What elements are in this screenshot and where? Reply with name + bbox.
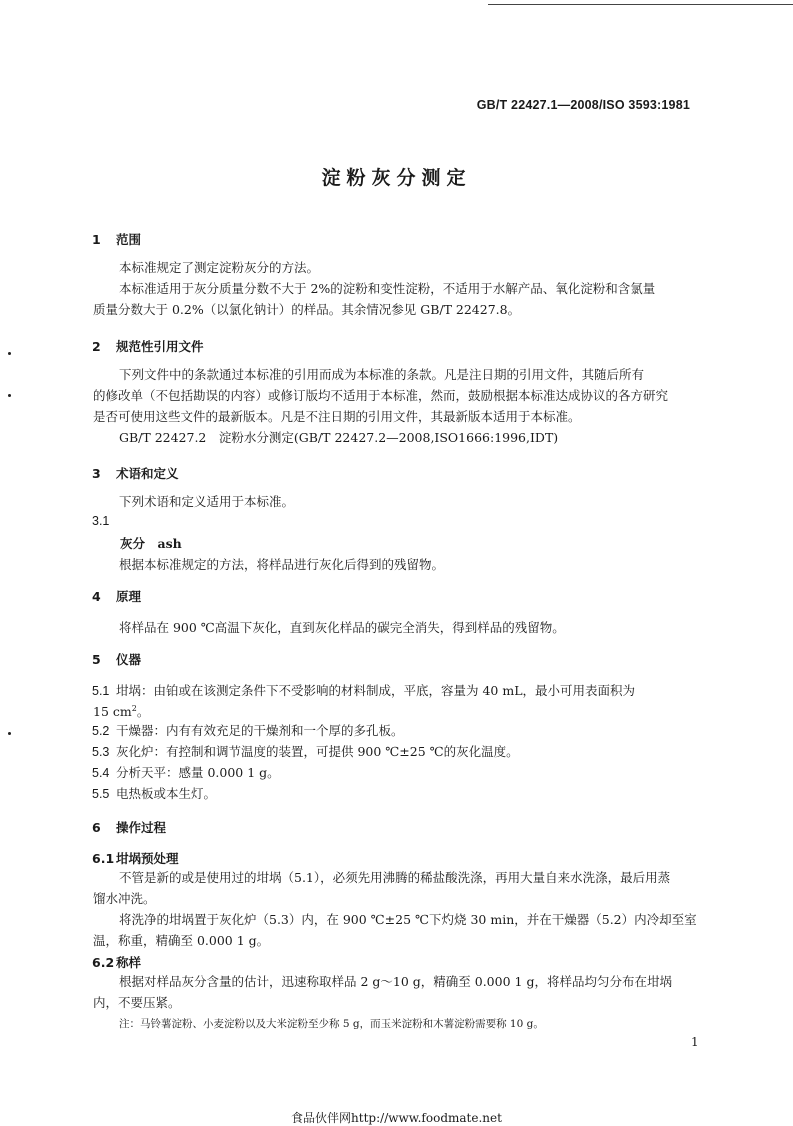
item-continuation-end: 。 bbox=[136, 704, 150, 720]
section-number: 4 bbox=[92, 589, 101, 604]
item-text: 干燥器：内有有效充足的干燥剂和一个厚的多孔板。 bbox=[116, 723, 404, 738]
normative-reference: GB/T 22427.2 淀粉水分测定(GB/T 22427.2—2008,ISO1666:1996,IDT) bbox=[119, 430, 559, 445]
paragraph: 不管是新的或是使用过的坩埚（5.1），必须先用沸腾的稀盐酸洗涤，再用大量自来水洗涤，最后用蒸 bbox=[119, 870, 671, 885]
paragraph: 的修改单（不包括勘误的内容）或修订版均不适用于本标准，然而，鼓励根据本标准达成协议的各方研究 bbox=[93, 388, 669, 403]
item-continuation bbox=[93, 698, 149, 722]
subsection-number: 6.2 bbox=[92, 955, 115, 970]
item-text: 灰化炉：有控制和调节温度的装置，可提供 900 ℃±25 ℃的灰化温度。 bbox=[116, 744, 519, 759]
list-item bbox=[92, 721, 404, 739]
subsection-number: 6.1 bbox=[92, 851, 115, 866]
paragraph: 馏水冲洗。 bbox=[93, 891, 156, 906]
list-item bbox=[92, 742, 519, 760]
section-title: 术语和定义 bbox=[116, 466, 179, 481]
footer-watermark: 食品伙伴网http://www.foodmate.net bbox=[291, 1111, 502, 1125]
standard-code: GB/T 22427.1—2008/ISO 3593:1981 bbox=[476, 98, 690, 112]
paragraph: 根据对样品灰分含量的估计，迅速称取样品 2 g～10 g，精确至 0.000 1 g，将样品均匀分布在坩埚 bbox=[119, 974, 672, 989]
section-heading bbox=[92, 650, 141, 668]
list-item bbox=[92, 784, 216, 802]
scan-mark bbox=[8, 394, 11, 397]
page-number: 1 bbox=[691, 1035, 699, 1049]
scan-mark bbox=[8, 352, 11, 355]
definition: 根据本标准规定的方法，将样品进行灰化后得到的残留物。 bbox=[119, 557, 445, 572]
item-number: 5.3 bbox=[92, 745, 110, 759]
paragraph: 将洗净的坩埚置于灰化炉（5.3）内，在 900 ℃±25 ℃下灼烧 30 min，并在干燥器（5.2）内冷却至室 bbox=[119, 912, 697, 927]
section-heading bbox=[92, 818, 166, 836]
section-heading bbox=[92, 464, 179, 482]
section-heading bbox=[92, 230, 141, 248]
paragraph: 本标准适用于灰分质量分数不大于 2%的淀粉和变性淀粉，不适用于水解产品、氧化淀粉和含氯量 bbox=[119, 281, 656, 296]
subsection-title: 称样 bbox=[116, 955, 142, 970]
subsection-heading bbox=[92, 849, 179, 867]
section-title: 操作过程 bbox=[116, 820, 167, 835]
section-number: 3 bbox=[92, 466, 101, 481]
paragraph: 是否可使用这些文件的最新版本。凡是不注日期的引用文件，其最新版本适用于本标准。 bbox=[93, 409, 581, 424]
item-number: 5.1 bbox=[92, 684, 110, 698]
paragraph: 内，不要压紧。 bbox=[93, 995, 181, 1010]
section-number: 6 bbox=[92, 820, 101, 835]
paragraph: 下列文件中的条款通过本标准的引用而成为本标准的条款。凡是注日期的引用文件，其随后所有 bbox=[119, 367, 645, 382]
item-number: 5.4 bbox=[92, 766, 110, 780]
paragraph: 质量分数大于 0.2%（以氯化钠计）的样品。其余情况参见 GB/T 22427.8。 bbox=[93, 302, 521, 317]
section-title: 范围 bbox=[116, 232, 142, 247]
item-text: 电热板或本生灯。 bbox=[116, 786, 217, 801]
paragraph: 将样品在 900 ℃高温下灰化，直到灰化样品的碳完全消失，得到样品的残留物。 bbox=[119, 620, 565, 635]
section-heading bbox=[92, 587, 141, 605]
page-title: 淀粉灰分测定 bbox=[321, 167, 472, 189]
paragraph: 本标准规定了测定淀粉灰分的方法。 bbox=[119, 260, 320, 275]
scan-mark bbox=[8, 732, 11, 735]
section-number: 1 bbox=[92, 232, 101, 247]
section-title: 规范性引用文件 bbox=[116, 339, 204, 354]
top-rule bbox=[488, 4, 793, 5]
subsection-heading bbox=[92, 953, 141, 971]
section-number: 2 bbox=[92, 339, 101, 354]
list-item bbox=[92, 763, 280, 781]
subsection-title: 坩埚预处理 bbox=[116, 851, 179, 866]
term: 灰分 ash bbox=[120, 536, 182, 551]
item-continuation-text: 15 cm bbox=[93, 704, 132, 720]
item-text: 坩埚：由铂或在该测定条件下不受影响的材料制成，平底，容量为 40 mL，最小可用表面积为 bbox=[116, 683, 636, 698]
item-number: 5.5 bbox=[92, 787, 110, 801]
note: 注：马铃薯淀粉、小麦淀粉以及大米淀粉至少称 5 g，而玉米淀粉和木薯淀粉需要称 10 g。 bbox=[119, 1018, 544, 1030]
list-item bbox=[92, 681, 635, 699]
section-title: 原理 bbox=[116, 589, 142, 604]
section-number: 5 bbox=[92, 652, 101, 667]
item-number: 5.2 bbox=[92, 724, 110, 738]
item-text: 分析天平：感量 0.000 1 g。 bbox=[116, 765, 280, 780]
section-title: 仪器 bbox=[116, 652, 142, 667]
subsection-number: 3.1 bbox=[92, 514, 110, 528]
paragraph: 下列术语和定义适用于本标准。 bbox=[119, 494, 295, 509]
superscript: 2 bbox=[131, 704, 137, 713]
section-heading bbox=[92, 337, 204, 355]
paragraph: 温，称重，精确至 0.000 1 g。 bbox=[93, 933, 270, 948]
